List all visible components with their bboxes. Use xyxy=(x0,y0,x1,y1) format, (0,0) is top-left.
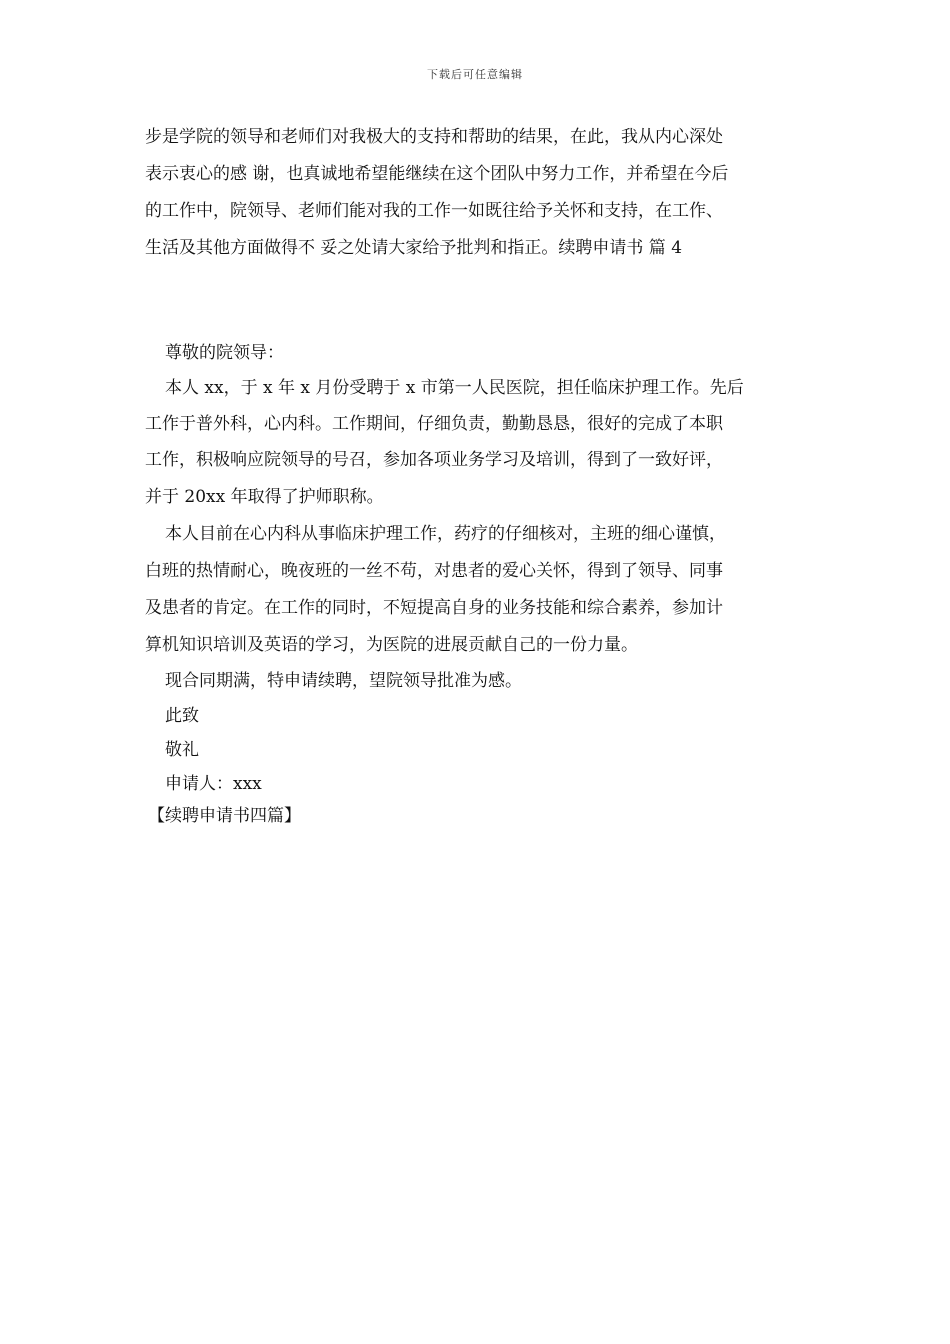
document-title-footer: 【续聘申请书四篇】 xyxy=(148,806,301,826)
text-line: 表示衷心的感 谢，也真诚地希望能继续在这个团队中努力工作，并希望在今后 xyxy=(145,164,729,184)
closing-line: 敬礼 xyxy=(165,740,199,760)
text-line: 的工作中，院领导、老师们能对我的工作一如既往给予关怀和支持，在工作、 xyxy=(145,201,723,221)
text-line: 本人 xx，于 x 年 x 月份受聘于 x 市第一人民医院，担任临床护理工作。先后 xyxy=(165,378,744,398)
salutation: 尊敬的院领导： xyxy=(165,343,284,363)
text-line: 本人目前在心内科从事临床护理工作，药疗的仔细核对，主班的细心谨慎， xyxy=(165,524,726,544)
closing-line: 此致 xyxy=(165,706,199,726)
text-line: 现合同期满，特申请续聘，望院领导批准为感。 xyxy=(165,671,522,691)
text-line: 生活及其他方面做得不 妥之处请大家给予批判和指正。续聘申请书 篇 4 xyxy=(145,238,683,258)
text-line: 步是学院的领导和老师们对我极大的支持和帮助的结果，在此，我从内心深处 xyxy=(145,127,723,147)
text-line: 白班的热情耐心，晚夜班的一丝不苟，对患者的爱心关怀，得到了领导、同事 xyxy=(145,561,723,581)
text-line: 算机知识培训及英语的学习，为医院的进展贡献自己的一份力量。 xyxy=(145,635,638,655)
text-line: 工作，积极响应院领导的号召，参加各项业务学习及培训，得到了一致好评， xyxy=(145,450,723,470)
signature-line: 申请人：xxx xyxy=(165,774,262,794)
text-line: 并于 20xx 年取得了护师职称。 xyxy=(145,487,384,507)
text-line: 及患者的肯定。在工作的同时，不短提高自身的业务技能和综合素养，参加计 xyxy=(145,598,723,618)
page-header: 下载后可任意编辑 xyxy=(427,68,523,81)
text-line: 工作于普外科，心内科。工作期间，仔细负责，勤勤恳恳，很好的完成了本职 xyxy=(145,414,723,434)
